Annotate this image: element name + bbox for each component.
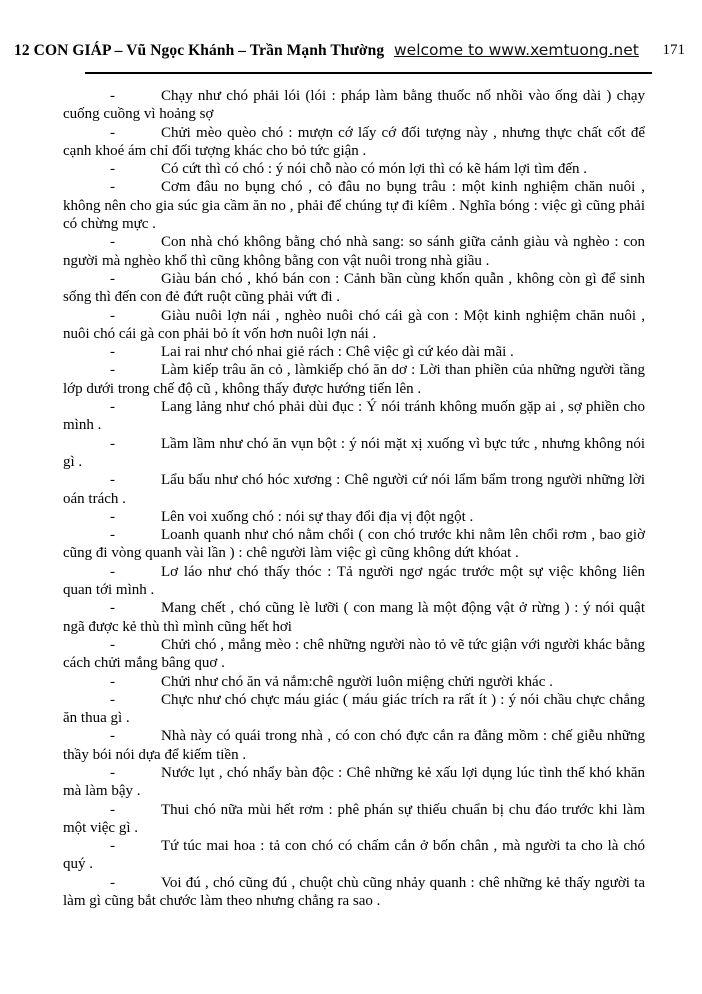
bullet-dash: -: [110, 161, 115, 178]
list-item: [63, 178, 645, 233]
entry-text: Giàu nuôi lợn nái , nghèo nuôi chó cái gà con : Một kinh nghiệm chăn nuôi , nuôi chó cái gà con phải bỏ ít vốn hơn nuôi lợn nái .: [63, 307, 645, 342]
bullet-dash: -: [110, 673, 115, 690]
bullet-dash: -: [110, 527, 115, 544]
bullet-dash: -: [110, 508, 115, 525]
entry-text: Chực như chó chực máu giác ( máu giác trích ra rất ít ) : ý nói chầu chực chẳng ăn thua gì .: [63, 691, 645, 727]
list-item: [63, 563, 645, 600]
entry-text: Con nhà chó không bằng chó nhà sang: so sánh giữa cảnh giàu và nghèo : con người mà nghèo khổ thì cũng không bằng con vật nuôi trong nhà giầu .: [63, 234, 645, 269]
bullet-dash: -: [110, 472, 115, 489]
list-item: [63, 233, 645, 270]
entry-text: Tứ túc mai hoa : tả con chó có chấm cắn ở bốn chân , mà người ta cho là chó quý .: [63, 838, 645, 873]
list-item: [63, 435, 645, 472]
entry-text: Lang lảng như chó phải dùi đục : Ý nói tránh không muốn gặp ai , sợ phiền cho mình .: [63, 399, 645, 434]
list-item: [63, 124, 645, 161]
bullet-dash: -: [110, 801, 115, 818]
bullet-dash: -: [110, 691, 115, 708]
bullet-dash: -: [110, 728, 115, 745]
list-item: [63, 307, 645, 344]
list-item: [63, 673, 645, 691]
list-item: [63, 727, 645, 764]
book-title: 12 CON GIÁP – Vũ Ngọc Khánh – Trần Mạnh Thường: [14, 42, 385, 59]
list-item: [63, 764, 645, 801]
entry-text: Có cứt thì có chó : ý nói chỗ nào có món lợi thì có kẽ hám lợi tìm đến .: [161, 161, 588, 178]
bullet-dash: -: [110, 88, 115, 104]
entry-text: Lên voi xuống chó : nói sự thay đổi địa vị đột ngột .: [161, 508, 474, 525]
list-item: [63, 160, 645, 178]
list-item: [63, 691, 645, 728]
list-item: [63, 636, 645, 673]
entry-text: Lai rai như chó nhai giẻ rách : Chê việc gì cứ kéo dài mãi .: [161, 344, 514, 361]
entry-text: Cơm đâu no bụng chó , cỏ đâu no bụng trâu : một kinh nghiệm chăn nuôi , không nên cho gia súc gia cầm ăn no , phải để chúng tự đi kíêm . Nghĩa bóng : việc gì cũng phải có chừng mực .: [63, 179, 645, 233]
bullet-dash: -: [110, 874, 115, 891]
bullet-dash: -: [110, 179, 115, 196]
bullet-dash: -: [110, 563, 115, 580]
bullet-dash: -: [110, 362, 115, 379]
list-item: [63, 398, 645, 435]
entry-text: Giàu bán chó , khó bán con : Cảnh bần cùng khốn quẫn , không còn gì để sinh sống thì đến con đẻ đứt ruột cũng phải vứt đi .: [63, 270, 645, 306]
list-item: [63, 270, 645, 307]
list-item: [63, 801, 645, 838]
entry-text: Voi đú , chó cũng đú , chuột chù cũng nhảy quanh : chê những kẻ thấy người ta làm gì cũng bắt chước làm theo nhưng chẳng ra sao .: [63, 874, 645, 910]
entry-text: Chạy như chó phải lói (lói : pháp làm bằng thuốc nổ nhồi vào ống dài ) chạy cuống cuồng vì hoảng sợ: [63, 88, 645, 123]
bullet-dash: -: [110, 344, 115, 361]
bullet-dash: -: [110, 270, 115, 287]
site-link[interactable]: welcome to www.xemtuong.net: [394, 41, 639, 59]
entry-text: Chửi mèo quèo chó : mượn cớ lấy cớ đối tượng này , nhưng thực chất cốt để cạnh khoé ám chỉ đối tượng khác cho bỏ tức giận .: [63, 124, 645, 159]
bullet-dash: -: [110, 124, 115, 141]
bullet-dash: -: [110, 399, 115, 416]
bullet-dash: -: [110, 764, 115, 781]
entry-text: Nhà này có quái trong nhà , có con chó đực cắn ra đằng mồm : chế giễu những thầy bói nói dựa để kiếm tiền .: [63, 728, 645, 763]
list-item: [63, 526, 645, 563]
entry-text: Lẩu bẩu như chó hóc xương : Chê người cứ nói lẩm bẩm trong người những lời oán trách .: [63, 472, 645, 507]
entry-text: Thui chó nữa mùi hết rơm : phê phán sự thiếu chuẩn bị chu đáo trước khi làm một việc gì .: [63, 801, 645, 836]
bullet-dash: -: [110, 636, 115, 653]
entry-text: Chửi chó , mắng mèo : chê những người nào tỏ vẽ tức giận với người khác bằng cách chửi mắng bâng quơ .: [63, 636, 645, 672]
page-number: 171: [662, 42, 685, 58]
entry-text: Làm kiếp trâu ăn cỏ , làmkiếp chó ăn dơ : Lời than phiền của những người tầng lớp dưới trong chế độ cũ , không thấy được hướng tiến lên .: [63, 362, 645, 397]
list-item: [63, 599, 645, 636]
list-item: [63, 87, 645, 124]
entry-text: Mang chết , chó cũng lè lưỡi ( con mang là một động vật ở rừng ) : ý nói quật ngã được kẻ thù thì mình cũng hết hơi: [63, 600, 645, 635]
glossary-entries-list: [63, 87, 645, 910]
list-item: [63, 508, 645, 526]
entry-text: Nước lụt , chó nhẩy bàn độc : Chê những kẻ xấu lợi dụng lúc tình thế khó khăn mà làm bậy .: [63, 764, 645, 800]
page-header: [0, 0, 702, 73]
bullet-dash: -: [110, 307, 115, 324]
list-item: [63, 837, 645, 874]
bullet-dash: -: [110, 600, 115, 617]
entry-text: Chửi như chó ăn vả nắm:chê người luôn miệng chửi người khác .: [161, 673, 553, 690]
list-item: [63, 471, 645, 508]
bullet-dash: -: [110, 435, 115, 452]
bullet-dash: -: [110, 838, 115, 855]
list-item: [63, 343, 645, 361]
list-item: [63, 361, 645, 398]
entry-text: Loanh quanh như chó nằm chổi ( con chó trước khi nằm lên chổi rơm , bao giờ cũng đi vòng quanh vài lần ) : chê người làm việc gì cũng không dứt khóat .: [63, 527, 645, 562]
entry-text: Lầm lầm như chó ăn vụn bột : ý nói mặt xị xuống vì bực tức , nhưng không nói gì .: [63, 435, 645, 470]
bullet-dash: -: [110, 234, 115, 251]
entry-text: Lơ láo như chó thấy thóc : Tả người ngơ ngác trước một sự việc không liên quan tới mình .: [63, 563, 645, 599]
list-item: [63, 874, 645, 911]
header-divider: [85, 72, 652, 74]
